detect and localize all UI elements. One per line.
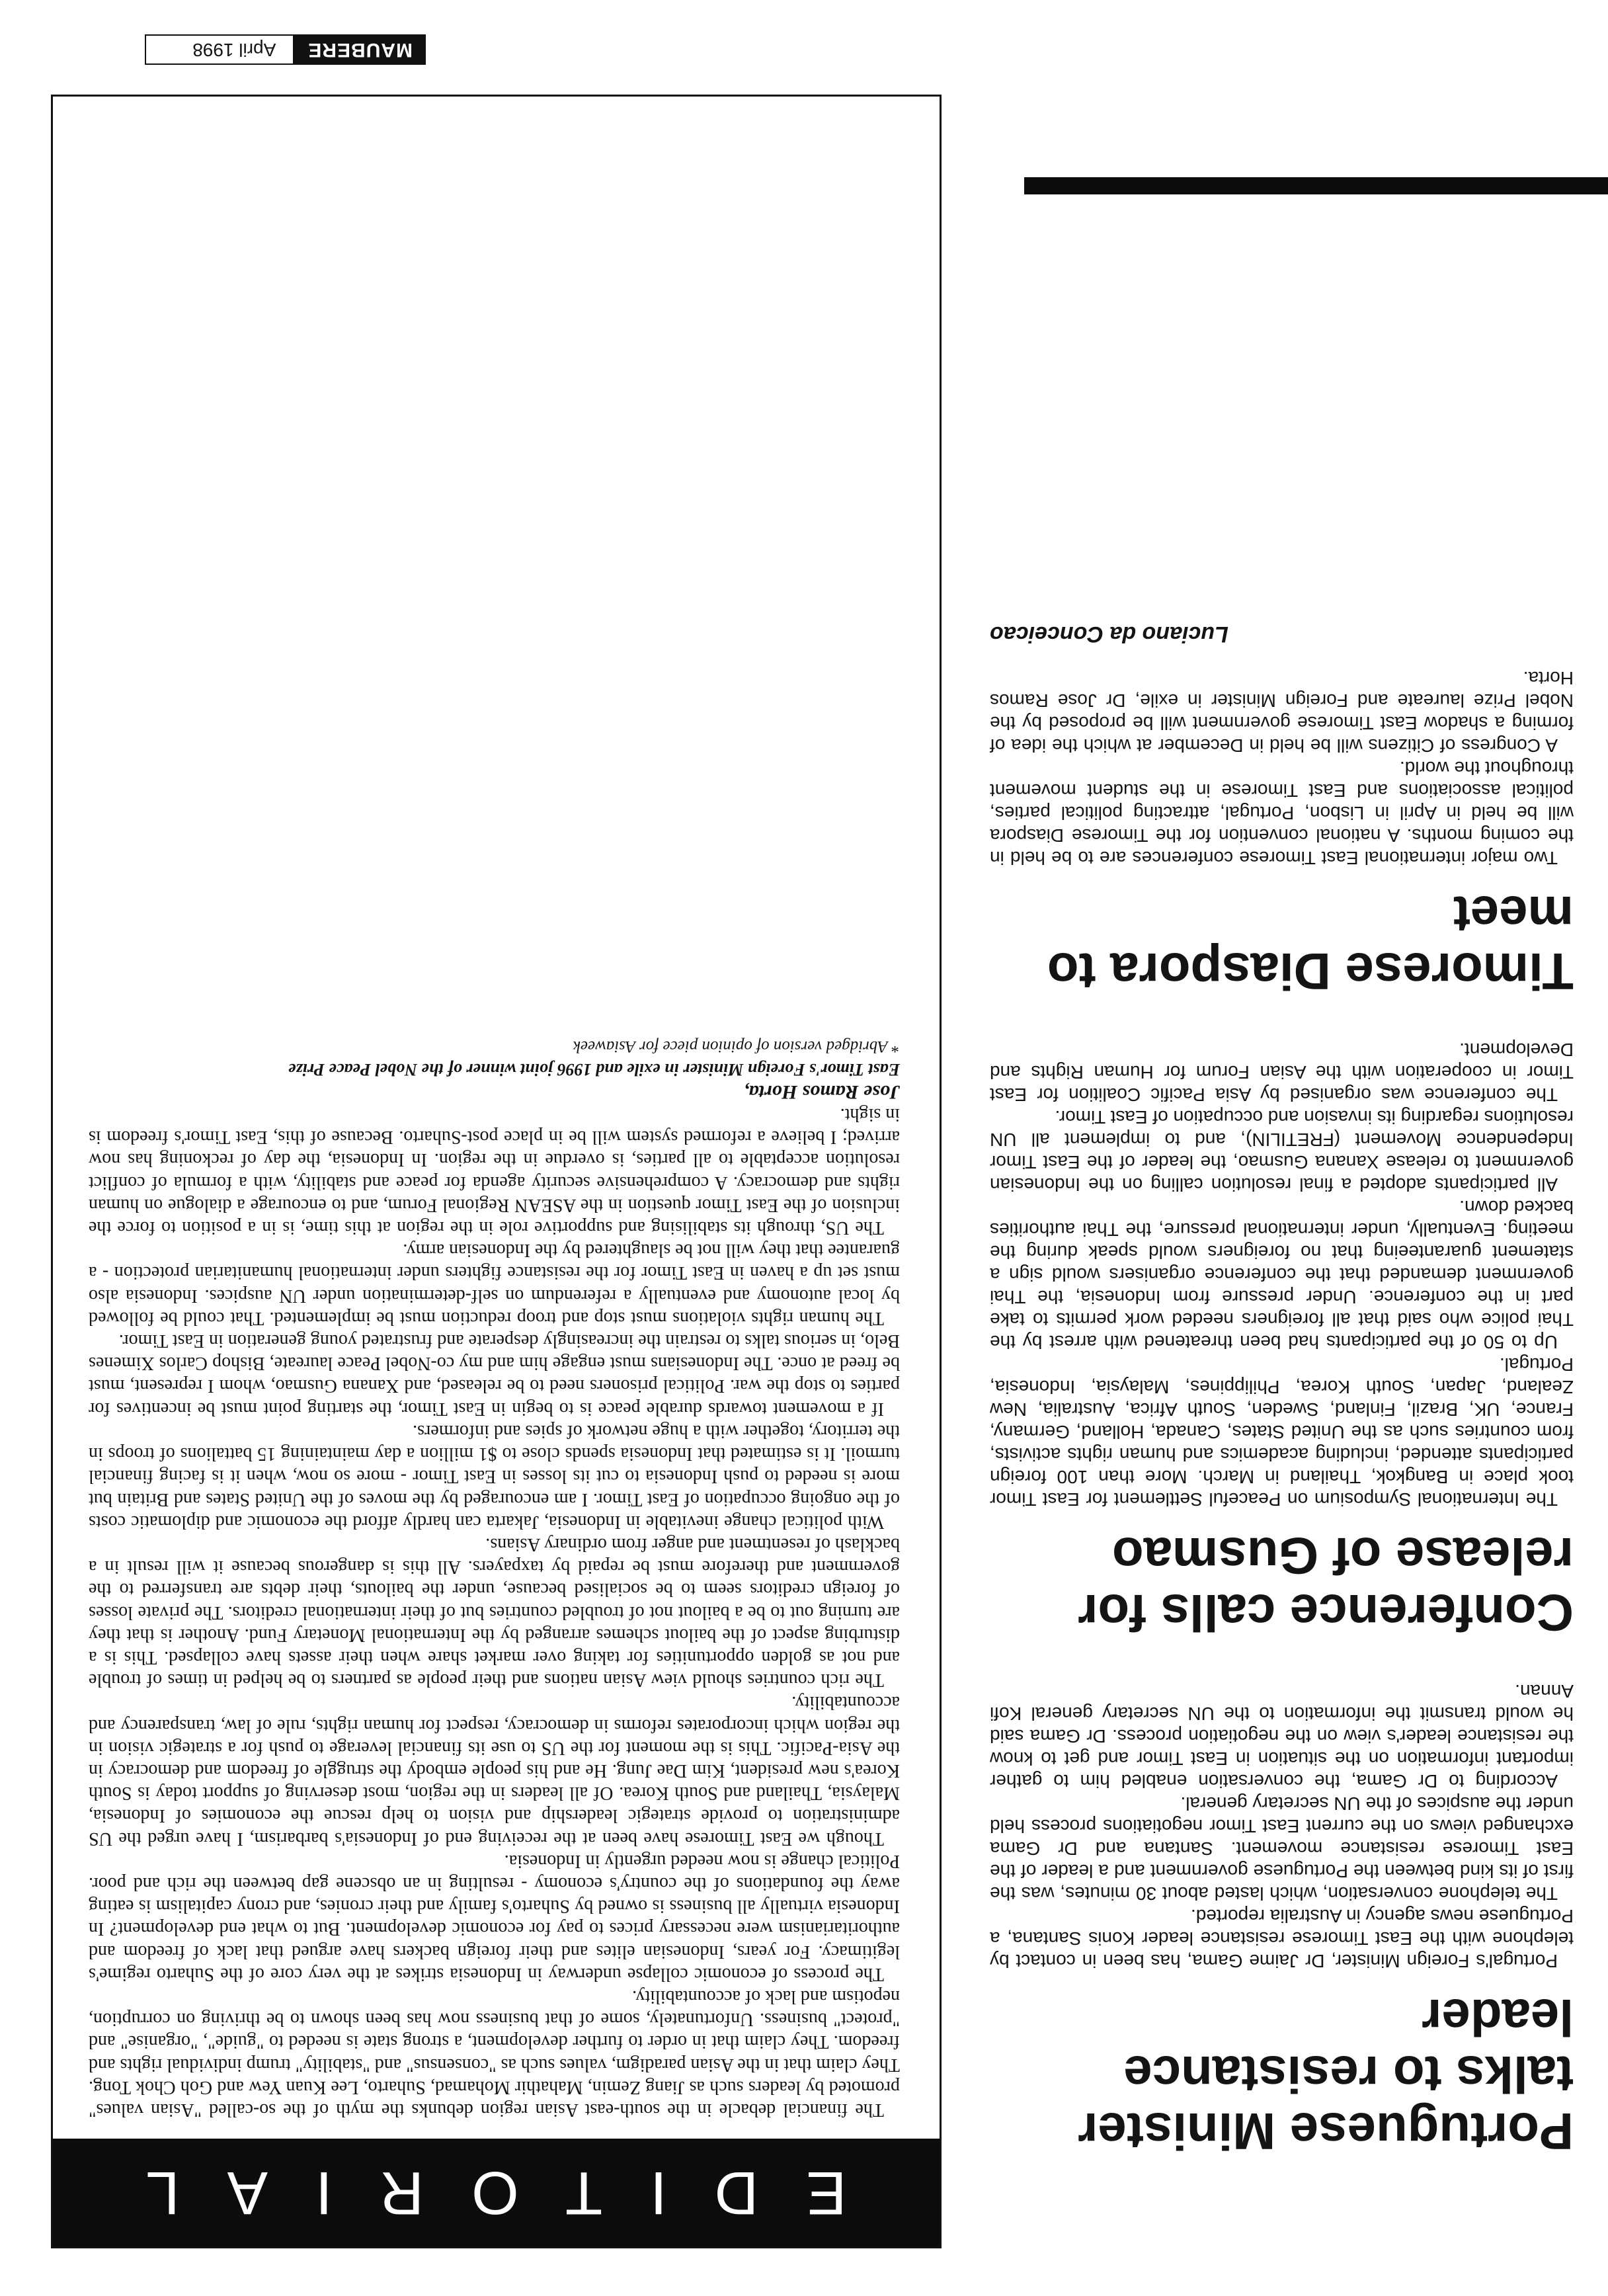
story-portuguese-minister — [990, 1680, 1574, 2160]
story-paragraph: The conference was organised by Asia Pacific Coalition for East Timor in cooperation with the Asian Forum for Human Rights and Development. — [990, 1040, 1574, 1105]
story-paragraph: Two major international East Timorese conferences are to be held in the coming months. A national convention for the Timorese Diaspora will be held in April in Lisbon, Portugal, attracting political parties, political associations and East Timorese in the student movement throughout the world. — [990, 758, 1574, 868]
magazine-name: MAUBERE — [294, 34, 426, 65]
abridged-note: * Abridged version of opinion piece for Asiaweek — [573, 1038, 900, 1056]
issue-date: April 1998 — [145, 34, 294, 65]
editorial-paragraph: The rich countries should view Asian nations and their people as partners to be helped in times of trouble and not as golden opportunities for taking over market share when their assets have collapsed. This is a disturbing aspect of the bailout schemes arranged by the International Monetary Fund. Another is that they are turning out to be a bailout not of troubled countries but of their international creditors. The private losses of foreign creditors seem to be socialised because, under the bailouts, their debts are transferred to the government and therefore must be repaid by taxpayers. All this is dangerous because it will result in a backlash of resentment and anger from ordinary Asians. — [89, 1534, 900, 1691]
page-header — [145, 34, 426, 65]
editorial-column — [51, 95, 942, 2248]
story-headline: Portuguese Minister talks to resistance leader — [1078, 1988, 1574, 2160]
editorial-paragraph: The financial debacle in the south-east Asian region debunks the myth of the so-called "Asian values" promoted by leaders such as Jiang Zemin, Mahathir Mohamad, Suharto, Lee Kuan Yew and Goh Chok Tong. They claim that in the Asian paradigm, values such as "consensus" and "stability" trump individual rights and freedom. They claim that in order to further development, a strong state is needed to "guide", "organise" and "protect" business. Unfortunately, some of that business now has been shown to be thriving on corruption, nepotism and lack of accountability. — [89, 1986, 900, 2120]
signature-title: East Timor's Foreign Minister in exile and 1996 joint winner of the Nobel Peace Prize — [288, 1059, 900, 1079]
story-paragraph: The International Symposium on Peaceful Settlement for East Timor took place in Bangkok, Thailand in March. More than 100 foreign participants attended, including academics and human rights activists, from countries such as the United States, Canada, Holland, Germany, France, UK, Brazil, Finland, Sweden, South Africa, Australia, New Zealand, Japan, South Korea, Philippines, Malaysia, Indonesia, Portugal. — [990, 1354, 1574, 1510]
editorial-paragraph: The process of economic collapse underway in Indonesia strikes at the very core of the Suharto regime's legitimacy. For years, Indonesian elites and their foreign backers have argued that lack of freedom and authoritarianism were necessary prices to pay for economic development. But to what end development? In Indonesia virtually all business is owned by Suharto's family and their cronies, and crony capitalism is eating away the foundations of the country's economy - resulting in an obscene gap between the rich and poor. Political change is now needed urgently in Indonesia. — [89, 1850, 900, 1985]
editorial-body — [89, 1035, 900, 2121]
story-paragraph: Portugal's Foreign Minister, Dr Jaime Gama, has been in contact by telephone with the East Timorese resistance leader Konis Santana, a Portuguese news agency in Australia reported. — [990, 1906, 1574, 1971]
story-paragraph: All participants adopted a final resolution calling on the Indonesian government to release Xanana Gusmao, the leader of the East Timor Independence Movement (FRETILIN), and to implement all UN resolutions regarding its invasion and occupation of East Timor. — [990, 1107, 1574, 1195]
editorial-paragraph: The human rights violations must stop and troop reduction must be implemented. That could be followed by local autonomy and eventually a referendum on self-determination under UN auspices. Indonesia also must set up a haven in East Timor for the resistance fighters under international humanitarian protection - a guarantee that they will not be slaughtered by the Indonesian army. — [89, 1240, 900, 1329]
story-headline: Conference calls for release of Gusmao — [1078, 1527, 1574, 1642]
story-timorese-diaspora — [990, 621, 1574, 1000]
story-paragraph: According to Dr Gama, the conversation enabled him to gather important information on the situation in East Timor and get to know the resistance leader's view on the negotiation process. Dr Gama said he would transmit the information to the UN secretary general Kofi Annan. — [990, 1681, 1574, 1791]
bottom-rule — [1024, 177, 1608, 194]
signature-name: Jose Ramos Horta, — [744, 1081, 900, 1103]
byline: Luciano da Conceicao — [990, 622, 1228, 647]
editorial-paragraph: With political change inevitable in Indonesia, Jakarta can hardly afford the economic and diplomatic costs of the ongoing occupation of East Timor. I am encouraged by the moves of the United States and Britain but more is needed to push Indonesia to cut its losses in East Timor - more so now, when it is facing financial turmoil. It is estimated that Indonesia spends close to $1 million a day maintaining 15 battalions of troops in the territory, together with a huge network of spies and informers. — [89, 1420, 900, 1532]
editorial-paragraph: If a movement towards durable peace is to begin in East Timor, the starting point must be incentives for parties to stop the war. Political prisoners need to be released, and Xanana Gusmao, whom I represent, must be freed at once. The Indonesians must engage him and my co-Nobel Peace laureate, Bishop Carlos Ximenes Belo, in serious talks to restrain the increasingly desperate and frustrated young generation in East Timor. — [89, 1331, 900, 1419]
news-column — [990, 583, 1574, 2160]
editorial-paragraph: Though we East Timorese have been at the receiving end of Indonesia's barbarism, I have urged the US administration to provide strategic leadership and vision to help rescue the economies of Indonesia, Malaysia, Thailand and South Korea. Of all leaders in the region, most deserving of support today is South Korea's new president, Kim Dae Jung. He and his people embody the struggle of freedom and democracy in the Asia-Pacific. This is the moment for the US to use its financial leverage to push for a strategic vision in the region which incorporates reforms in democracy, respect for human rights, rule of law, transparency and accountability. — [89, 1692, 900, 1849]
story-headline: Timorese Diaspora to meet — [1047, 885, 1574, 1001]
story-paragraph: Up to 50 of the participants had been threatened with arrest by the Thai police who said that all foreigners needed work permits to take part in the conference. Under pressure from Indonesia, the Thai government demanded that the conference organisers would sign a statement guaranteeing that no foreigners would speak during the meeting. Eventually, under international pressure, the Thai authorities backed down. — [990, 1197, 1574, 1352]
editorial-paragraph: The US, through its stabilising and supportive role in the region at this time, is in a position to force the inclusion of the East Timor question in the ASEAN Regional Forum, and to encourage a dialogue on human rights and democracy. A comprehensive security agenda for peace and stability, with a formula of conflict resolution acceptable to all parties, is overdue in the region. In Indonesia, the day of reckoning has now arrived; I believe a reformed system will be in place post-Suharto. Because of this, East Timor's freedom is in sight. — [89, 1104, 900, 1239]
story-conference-gusmao — [990, 1038, 1574, 1641]
story-paragraph: A Congress of Citizens will be held in December at which the idea of forming a shadow East Timorese government will be proposed by the Nobel Prize laureate and Foreign Minister in exile, Dr Jose Ramos Horta. — [990, 668, 1574, 756]
story-paragraph: The telephone conversation, which lasted about 30 minutes, was the first of its kind between the Portuguese government and a leader of the East Timorese resistance movement. Santana and Dr Gama exchanged views on the current East Timor negotiations process held under the auspices of the UN secretary general. — [990, 1793, 1574, 1904]
editorial-banner: EDITORIAL — [53, 2139, 940, 2246]
